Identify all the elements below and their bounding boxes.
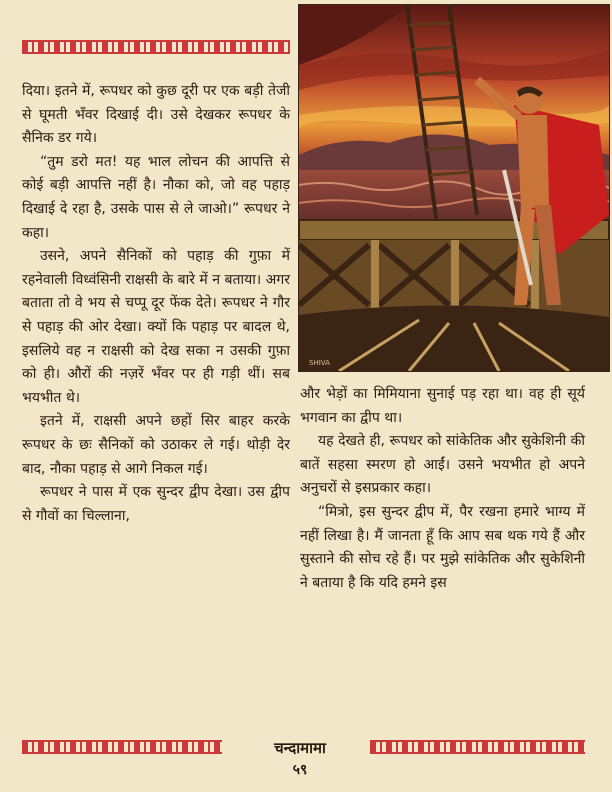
- right-paragraph-1: और भेड़ों का मिमियाना सुनाई पड़ रहा था। वह ही सूर्य भगवान का द्वीप था।: [300, 386, 585, 426]
- left-paragraph-1: दिया। इतने में, रूपधर को कुछ दूरी पर एक बड़ी तेजी से घूमती भँवर दिखाई दी। उसे देखकर रूपधर के सैनिक डर गये।: [22, 83, 290, 147]
- magazine-title: चन्दामामा: [274, 739, 326, 757]
- left-text-column: [22, 80, 290, 528]
- left-paragraph-4: इतने में, राक्षसी अपने छहों सिर बाहर करके रूपधर के छः सैनिकों को उठाकर ले गई। थोड़ी देर बाद, नौका पहाड़ से आगे निकल गई।: [22, 413, 290, 477]
- story-illustration: [298, 4, 610, 372]
- page-number: ५९: [292, 762, 308, 778]
- left-paragraph-5: रूपधर ने पास में एक सुन्दर द्वीप देखा। उस द्वीप से गौवों का चिल्लाना,: [22, 484, 290, 524]
- bottom-right-border: [370, 740, 585, 754]
- top-decorative-border: [22, 40, 290, 54]
- warrior-torso: [517, 115, 549, 210]
- right-text-column: [300, 383, 585, 595]
- deck-floor: [299, 305, 609, 371]
- left-paragraph-2: “तुम डरो मत! यह भाल लोचन की आपत्ति से कोई बड़ी आपत्ति नहीं है। नौका को, जो वह पहाड़ दिखाई दे रहा है, उसके पास से ले जाओ।” रूपधर ने कहा।: [22, 153, 290, 241]
- right-paragraph-3: “मित्रो, इस सुन्दर द्वीप में, पैर रखना हमारे भाग्य में नहीं लिखा है। मैं जानता हूँ कि आप सब थक गये हैं और सुस्ताने की सोच रहे हैं। पर मुझे सांकेतिक और सुकेशिनी ने बताया है कि यदि हमने इस: [300, 503, 585, 591]
- left-paragraph-3: उसने, अपने सैनिकों को पहाड़ की गुफ़ा में रहनेवाली विध्वंसिनी राक्षसी के बारे में न बताया। अगर बताता तो वे भय से चप्पू दूर फेंक देते। रूपधर ने गौर से पहाड़ की ओर देखा। क्यों कि पहाड़ पर बादल थे, इसलिये वह न राक्षसी को देख सका न उसकी गुफ़ा को ही। औरों की नज़रें भँवर पर ही गड़ी थीं। सब भयभीत थे।: [22, 248, 290, 406]
- right-paragraph-2: यह देखते ही, रूपधर को सांकेतिक और सुकेशिनी की बातें सहसा स्मरण हो आईं। उसने भयभीत हो अपने अनुचरों से इसप्रकार कहा।: [300, 433, 585, 497]
- artist-signature: SHIVA: [309, 359, 330, 367]
- ship-deck-illustration: [299, 5, 609, 371]
- bottom-left-border: [22, 740, 222, 754]
